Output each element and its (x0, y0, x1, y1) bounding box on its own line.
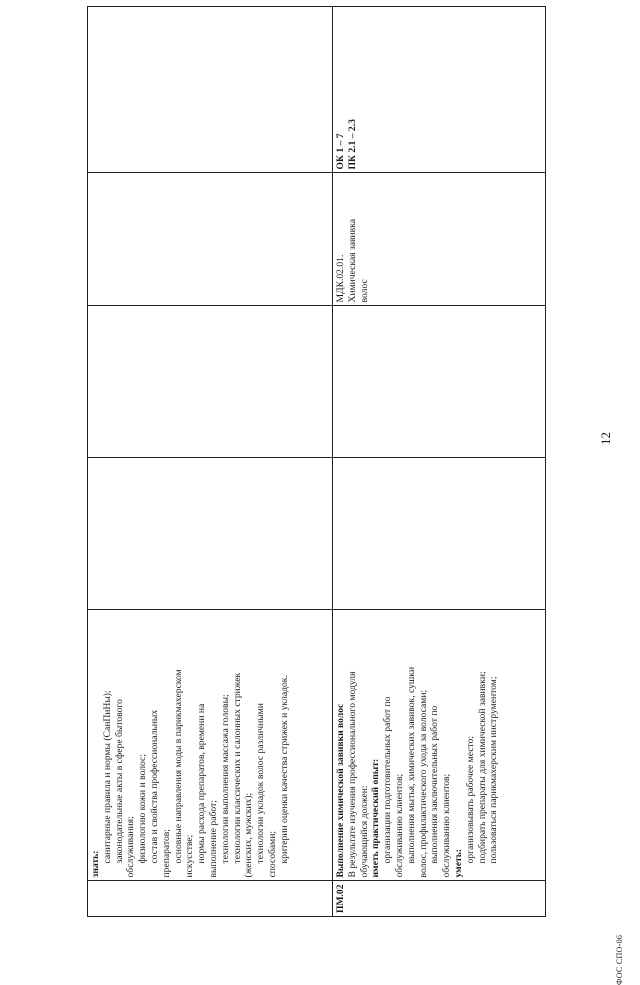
content-line: физиологию кожи и волос; (137, 754, 149, 864)
course-title-line: волос (358, 279, 370, 303)
table-row (333, 7, 546, 917)
content-line: обучающийся должен: (358, 785, 370, 878)
content-line: выполнения заключительных работ по (429, 705, 441, 864)
curriculum-table (87, 6, 546, 917)
content-line: (женских, мужских); (243, 792, 255, 878)
rotated-page (62, 0, 624, 985)
empty-cell (88, 458, 333, 610)
content-line: подбирать препараты для химической завивки; (476, 671, 488, 864)
content-line: обслуживанию клиентов; (441, 773, 453, 878)
content-line: препаратов; (160, 829, 172, 878)
content-line: законодательные акты в сфере бытового (113, 699, 125, 864)
competencies-cell (88, 7, 333, 173)
content-line: технологии классических и салонных стрижек (231, 672, 243, 864)
content-line: пользоваться парикмахерским инструментом; (488, 676, 500, 864)
course-cell (88, 173, 333, 306)
content-line: технологии укладок волос различными (255, 703, 267, 864)
content-line: организации подготовительных работ по (382, 696, 394, 864)
module-code-cell: ПМ.02 (333, 881, 546, 917)
content-line: технологии выполнения массажа головы; (219, 694, 231, 864)
content-line: состав и свойства профессиональных (148, 709, 160, 864)
module-content-cell (333, 610, 546, 881)
empty-cell (333, 306, 546, 458)
general-competencies: ОК 1 – 7 (335, 133, 346, 170)
content-line: искусстве; (184, 834, 196, 878)
content-line: волос, профилактического ухода за волосами; (417, 689, 429, 878)
empty-cell (88, 306, 333, 458)
content-line: организовывать рабочее место; (464, 735, 476, 864)
module-code-cell (88, 881, 333, 917)
competencies-cell (333, 7, 546, 173)
content-line: выполнения мытья, химических завивок, сушки (405, 666, 417, 864)
course-code: МДК.02.01. (335, 254, 346, 303)
professional-competencies: ПК 2.1 – 2.3 (346, 119, 358, 170)
content-line: критерии оценки качества стрижек и укладок. (278, 675, 290, 864)
section-heading: Выполнение химической завивки волос (335, 703, 346, 878)
section-heading: уметь: (452, 849, 464, 878)
section-heading: иметь практический опыт: (370, 758, 382, 878)
section-heading: знать: (90, 850, 101, 878)
content-line: санитарные правила и нормы (СанПиНы); (101, 690, 113, 864)
content-line: способами; (266, 830, 278, 878)
content-line: основные направления моды в парикмахерском (172, 669, 184, 864)
empty-cell (333, 458, 546, 610)
module-content-cell (88, 610, 333, 881)
table-row (88, 7, 333, 917)
content-line: нормы расхода препаратов, времени на (196, 703, 208, 864)
content-line: обслуживанию клиентов; (393, 773, 405, 878)
page-number: 12 (598, 432, 613, 445)
content-line: В результате изучения профессионального модуля (346, 671, 358, 878)
footer-label: ФОС СПО-06 (615, 934, 624, 985)
content-line: выполнение работ; (207, 800, 219, 878)
content-line: обслуживания; (125, 816, 137, 878)
course-cell (333, 173, 546, 306)
course-title-line: Химическая завивка (346, 219, 358, 303)
